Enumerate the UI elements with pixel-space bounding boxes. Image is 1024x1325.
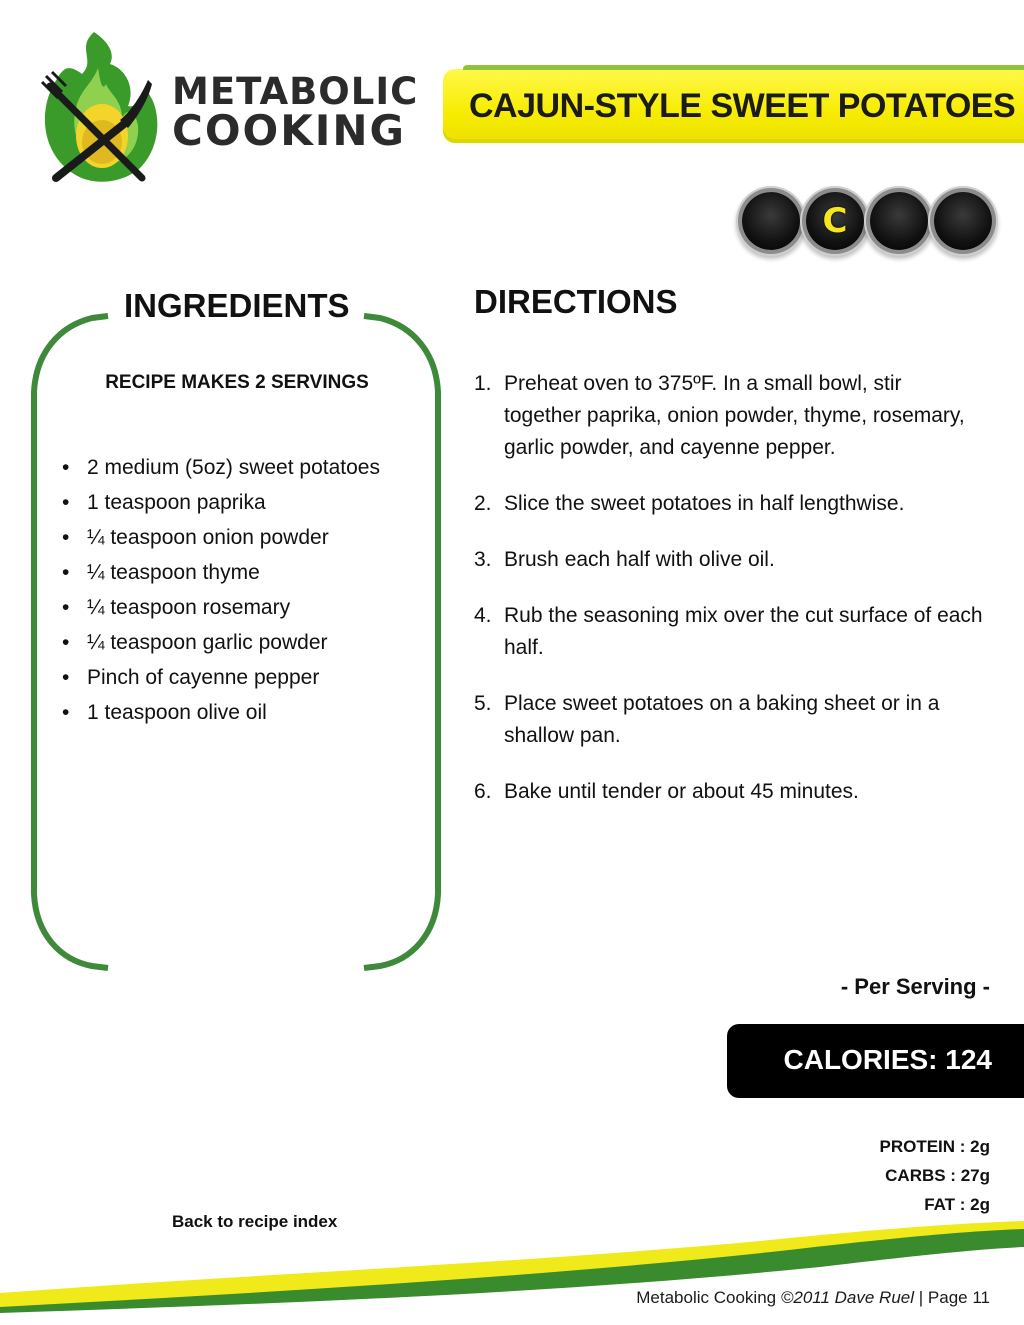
title-banner (443, 69, 1024, 143)
metabolic-cooking-logo (36, 28, 426, 188)
step-text: Preheat oven to 375ºF. In a small bowl, stir together paprika, onion powder, thyme, rosemary, garlic powder, and cayenne pepper. (504, 372, 965, 459)
footer-page-number: Page 11 (927, 1288, 990, 1307)
fat-value: FAT : 2g (924, 1195, 990, 1214)
direction-step (474, 368, 994, 464)
badge-blank-3 (934, 192, 992, 250)
badge-blank-1 (742, 192, 800, 250)
step-text: Rub the seasoning mix over the cut surface of each half. (504, 604, 983, 659)
bullet-icon: • (62, 596, 70, 619)
directions-list (474, 368, 994, 832)
footer-text (636, 1288, 990, 1308)
footer-copyright: ©2011 Dave Ruel (780, 1288, 915, 1307)
servings-label: RECIPE MAKES 2 SERVINGS (105, 372, 369, 393)
bullet-icon: • (62, 666, 70, 689)
bullet-icon: • (62, 631, 70, 654)
directions-heading: DIRECTIONS (474, 283, 678, 320)
step-number: 3. (474, 548, 492, 571)
step-number: 1. (474, 372, 492, 395)
ingredient-item: • ¼ teaspoon onion powder (62, 520, 380, 555)
ingredient-item: • ¼ teaspoon garlic powder (62, 625, 380, 660)
direction-step (474, 776, 994, 808)
bullet-icon: • (62, 526, 70, 549)
badge-letter-c: C (822, 201, 848, 241)
badge-blank-2 (870, 192, 928, 250)
ingredient-item: • 1 teaspoon olive oil (62, 695, 380, 730)
step-text: Slice the sweet potatoes in half lengthwise. (504, 492, 905, 515)
footer-separator: | (918, 1288, 924, 1307)
back-to-recipe-index-link[interactable]: Back to recipe index (172, 1212, 338, 1231)
direction-step (474, 600, 994, 664)
ingredients-heading: INGREDIENTS (124, 287, 350, 324)
step-number: 6. (474, 780, 492, 803)
direction-step (474, 544, 994, 576)
carbs-value: CARBS : 27g (885, 1166, 990, 1185)
ingredient-item: • ¼ teaspoon rosemary (62, 590, 380, 625)
direction-step (474, 688, 994, 752)
logo-word-metabolic: METABOLIC (172, 70, 419, 113)
ingredient-item: • 2 medium (5oz) sweet potatoes (62, 450, 380, 485)
category-badges (738, 192, 998, 254)
calories-value: CALORIES: 124 (783, 1044, 992, 1075)
ingredient-item: • ¼ teaspoon thyme (62, 555, 380, 590)
bullet-icon: • (62, 701, 70, 724)
protein-value: PROTEIN : 2g (879, 1137, 990, 1156)
step-text: Place sweet potatoes on a baking sheet or in a shallow pan. (504, 692, 940, 747)
logo-word-cooking: COOKING (172, 106, 407, 155)
footer-waves (0, 1215, 1024, 1325)
ingredients-list (62, 450, 380, 730)
step-number: 5. (474, 692, 492, 715)
footer-brand: Metabolic Cooking (636, 1288, 777, 1307)
ingredient-item: • Pinch of cayenne pepper (62, 660, 380, 695)
bullet-icon: • (62, 561, 70, 584)
direction-step (474, 488, 994, 520)
bullet-icon: • (62, 456, 70, 479)
step-text: Brush each half with olive oil. (504, 548, 775, 571)
per-serving-label: - Per Serving - (840, 974, 990, 999)
badge-carb (806, 192, 864, 250)
step-number: 4. (474, 604, 492, 627)
step-number: 2. (474, 492, 492, 515)
ingredient-item: • 1 teaspoon paprika (62, 485, 380, 520)
bullet-icon: • (62, 491, 70, 514)
calories-box (727, 1024, 1024, 1098)
flame-utensils-icon (36, 28, 166, 188)
step-text: Bake until tender or about 45 minutes. (504, 780, 859, 803)
recipe-title: CAJUN-STYLE SWEET POTATOES (469, 87, 1016, 125)
